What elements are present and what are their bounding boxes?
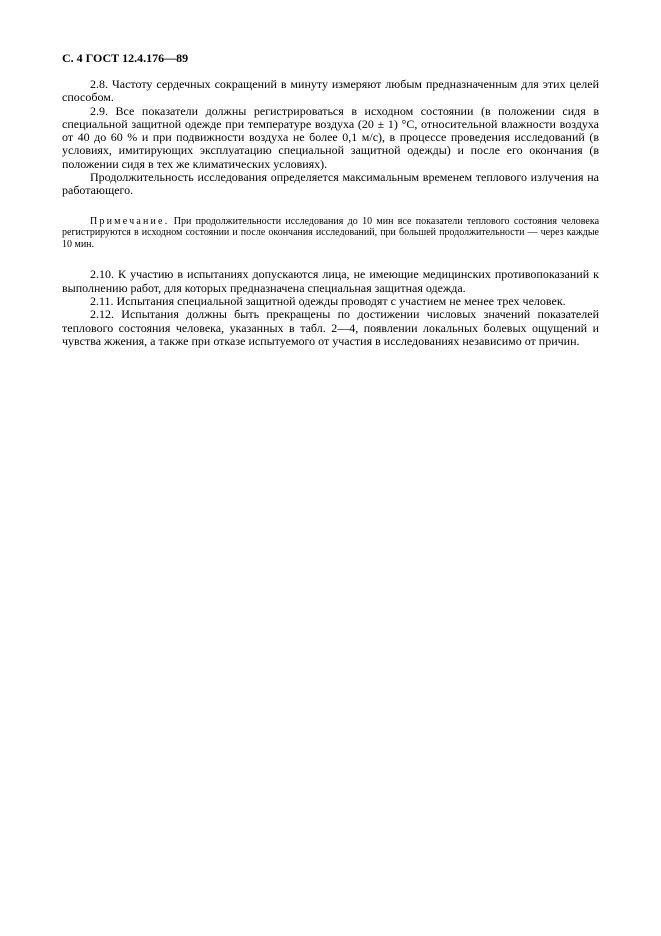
paragraph-2-11: 2.11. Испытания специальной защитной одежды проводят с участием не менее трех человек. bbox=[90, 294, 566, 309]
page-header: С. 4 ГОСТ 12.4.176—89 bbox=[62, 51, 189, 65]
note-label: Примечание. bbox=[90, 215, 170, 227]
paragraph-duration: Продолжительность исследования определяется максимальным временем теплового излучения на работающего. bbox=[62, 170, 599, 198]
note-block bbox=[62, 216, 599, 251]
paragraph-2-10: 2.10. К участию в испытаниях допускаются лица, не имеющие медицинских противопоказаний к выполнению работ, для которых предназначена специальная защитная одежда. bbox=[62, 267, 599, 295]
document-body bbox=[62, 78, 599, 348]
note-text: При продолжительности исследования до 10 мин все показатели теплового состояния человека регистрируются в исходном состоянии и после окончания исследований, при большей продолжительности — через каждые 10 мин. bbox=[62, 215, 600, 250]
paragraph-2-12: 2.12. Испытания должны быть прекращены по достижении числовых значений показателей теплового состояния человека, указанных в табл. 2—4, появлении локальных болевых ощущений и чувства жжения, а также при отказе испытуемого от участия в исследованиях независимо от причин. bbox=[62, 307, 599, 348]
paragraph-2-9: 2.9. Все показатели должны регистрироваться в исходном состоянии (в положении сидя в специальной защитной одежде при температуре воздуха (20 ± 1) °С, относительной влажности воздуха от 40 до 60 % и при подвижности воздуха не более 0,1 м/с), в процессе проведения исследований (в условиях, имитирующих эксплуатацию специальной защитной одежды) и после его окончания (в положении сидя в тех же климатических условиях). bbox=[62, 103, 599, 171]
paragraph-2-8: 2.8. Частоту сердечных сокращений в минуту измеряют любым предназначенным для этих целей способом. bbox=[62, 77, 599, 105]
